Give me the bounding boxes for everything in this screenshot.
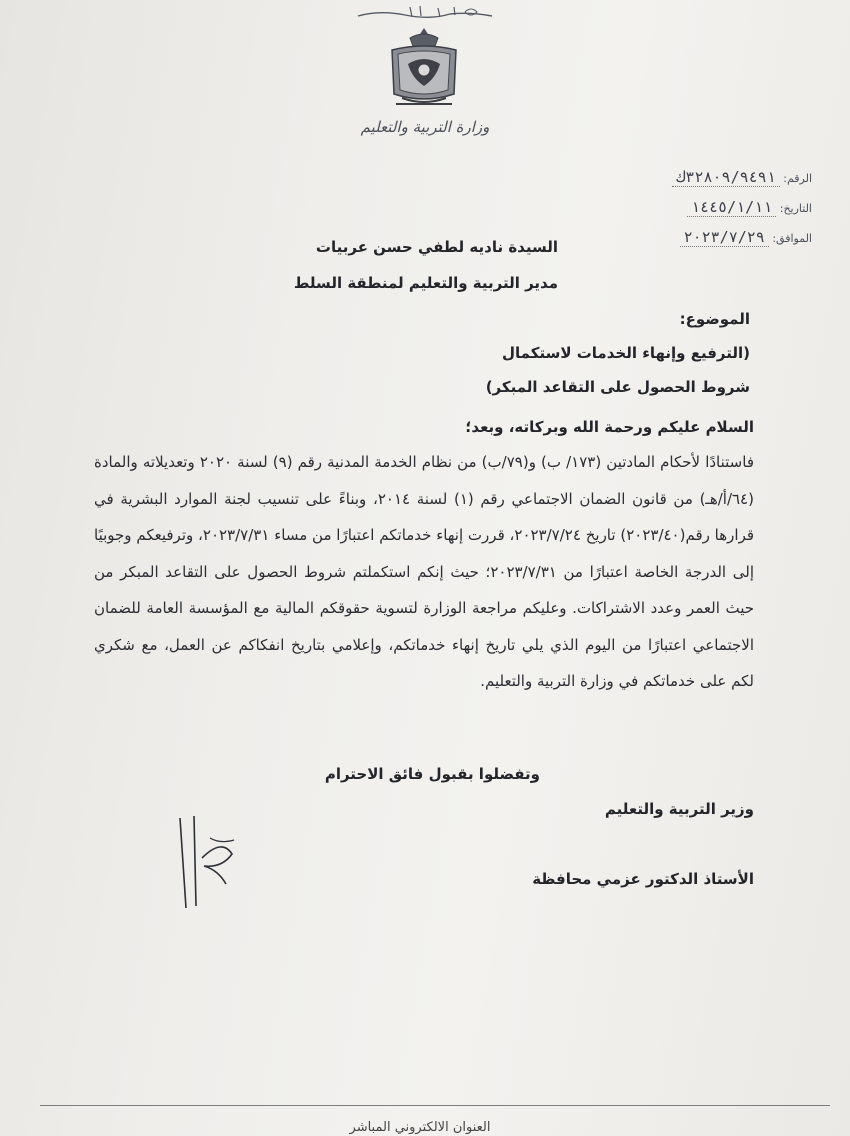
gregorian-date-value: ٢٠٢٣/٧/٢٩ bbox=[680, 228, 769, 247]
closing-line: وتفضلوا بقبول فائق الاحترام bbox=[324, 765, 540, 783]
greeting: السلام عليكم ورحمة الله وبركاته، وبعد؛ bbox=[465, 418, 754, 436]
ministry-name: وزارة التربية والتعليم bbox=[360, 118, 490, 136]
addressee-title: مدير التربية والتعليم لمنطقة السلط bbox=[293, 274, 558, 292]
reference-number-row bbox=[552, 168, 812, 186]
signatory-title: وزير التربية والتعليم bbox=[604, 800, 754, 818]
gregorian-date-row bbox=[552, 228, 812, 246]
signatory-name: الأستاذ الدكتور عزمي محافظة bbox=[532, 870, 754, 888]
reference-value: ٣٢٨٠٩/٩٤٩١ك bbox=[672, 168, 779, 187]
footer-divider bbox=[40, 1105, 830, 1106]
subject-line-1: (الترفيع وإنهاء الخدمات لاستكمال bbox=[502, 344, 750, 362]
royal-crest-icon bbox=[378, 24, 470, 114]
reference-label: الرقم: bbox=[783, 172, 812, 185]
addressee-name: السيدة ناديه لطفي حسن عربيات bbox=[315, 238, 558, 256]
letter-body: فاستنادًا لأحكام المادتين (١٧٣/ ب) و(٧٩/ب) من نظام الخدمة المدنية رقم (٩) لسنة ٢٠٢٠ وتعديلاته والمادة (٦٤/أ/هـ) من قانون الضمان الاجتماعي رقم (١) لسنة ٢٠١٤، وبناءً على تنسيب لجنة الموارد البشرية في قرارها رقم(٢٠٢٣/٤٠) تاريخ ٢٠٢٣/٧/٢٤، قررت إنهاء خدماتكم اعتبارًا من مساء ٢٠٢٣/٧/٣١، وترفيعكم وجوبيًا إلى الدرجة الخاصة اعتبارًا من ٢٠٢٣/٧/٣١؛ حيث إنكم استكملتم شروط الحصول على التقاعد المبكر من حيث العمر وعدد الاشتراكات. وعليكم مراجعة الوزارة لتسوية حقوقكم المالية مع المؤسسة العامة للضمان الاجتماعي اعتبارًا من اليوم الذي يلي تاريخ إنهاء خدماتكم، وإعلامي بتاريخ انفكاكم عن العمل، مع شكري لكم على خدماتكم في وزارة التربية والتعليم. bbox=[94, 453, 755, 690]
subject-line-2: شروط الحصول على التقاعد المبكر) bbox=[485, 378, 750, 396]
hijri-date-value: ١٤٤٥/١/١١ bbox=[687, 198, 776, 217]
subject-label: الموضوع: bbox=[679, 310, 750, 328]
handwritten-signature-icon bbox=[150, 808, 260, 918]
hijri-date-label: التاريخ: bbox=[779, 202, 812, 215]
hijri-date-row bbox=[552, 198, 812, 216]
gregorian-date-label: الموافق: bbox=[772, 232, 812, 245]
footer-text: العنوان الالكتروني المباشر bbox=[349, 1120, 491, 1135]
basmala-calligraphy-logo bbox=[350, 2, 500, 24]
